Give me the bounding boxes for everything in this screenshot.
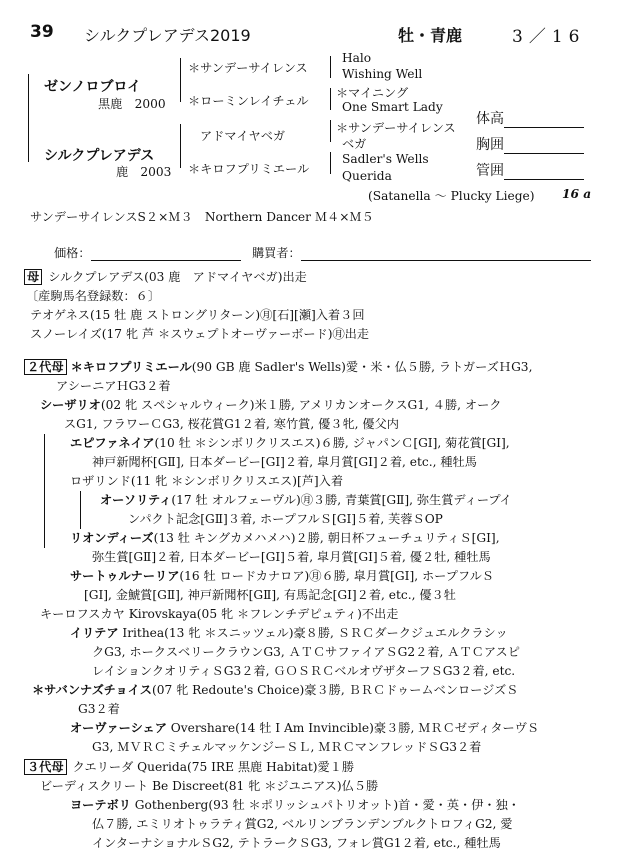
pedigree-bracket <box>180 58 181 102</box>
g3-6: ベガ <box>342 137 367 151</box>
inbreeding: サンデーサイレンスS２×Ｍ３ Northern Dancer Ｍ４×Ｍ５ <box>30 210 374 224</box>
descendant-name: リオンディーズ <box>70 531 154 545</box>
second-dam-label: ２代母 <box>24 359 67 375</box>
g3-8: Querida <box>342 169 392 183</box>
progeny-2: スノーレイズ(17 牝 芦 ＊スウェプトオーヴァーボード)㊊出走 <box>30 327 370 341</box>
buyer-field[interactable]: 購買者： <box>252 244 591 261</box>
descendant-name: ＊サバンナズチョイス <box>32 683 152 697</box>
chest-row: 胸囲 <box>476 134 584 154</box>
family-number: 16 a <box>562 187 592 201</box>
dam-label: 母 <box>24 269 42 285</box>
g3-4: One Smart Lady <box>342 100 443 114</box>
progeny-1: テオゲネス(15 牡 鹿 ストロングリターン)㊊[石][瀬]入着３回 <box>30 308 365 322</box>
g3-7: Sadler's Wells <box>342 152 429 166</box>
pedigree-bracket <box>330 56 331 78</box>
g3-2: Wishing Well <box>342 67 423 81</box>
g3-3: ＊マイニング <box>336 86 409 100</box>
descendant-name: オーソリティ <box>100 493 172 507</box>
dam-line: シルクプレアデス(03 鹿 アドマイヤベガ)出走 <box>48 270 307 284</box>
second-dam-name: ＊キロフプリミエール <box>70 360 192 374</box>
dam-sire: アドマイヤベガ <box>200 129 286 143</box>
pedigree-bracket <box>330 88 331 110</box>
catalog-number: 39 <box>30 22 54 42</box>
sire-dam: ＊ローミンレイチェル <box>188 94 309 108</box>
descendant-name: イリテア <box>70 626 119 640</box>
descendant-name: エピファネイア <box>70 436 155 450</box>
cannon-row: 管囲 <box>476 160 584 180</box>
sire-info: 黒鹿 2000 <box>98 97 166 111</box>
price-field[interactable]: 価格： <box>54 244 241 261</box>
dam-name: シルクプレアデス <box>44 148 155 164</box>
g3-1: Halo <box>342 51 372 65</box>
sire-sire: ＊サンデーサイレンス <box>188 61 308 75</box>
descendant-name: オーヴァーシェア <box>70 721 167 735</box>
height-row: 体高 <box>476 108 584 128</box>
pedigree-bracket <box>28 74 29 162</box>
sex-color: 牡・青鹿 <box>398 26 463 45</box>
dam-dam: ＊キロフプリミエール <box>188 162 310 176</box>
dam-info: 鹿 2003 <box>116 165 172 179</box>
third-dam-label: ３代母 <box>24 759 67 775</box>
g3-5: ＊サンデーサイレンス <box>336 121 456 135</box>
foaling-date: 3／16 <box>512 27 586 47</box>
family-note: (Satanella ～ Plucky Liege) <box>368 189 535 203</box>
pedigree-bracket <box>330 120 331 142</box>
pedigree-bracket <box>180 124 181 168</box>
foal-count: 〔産駒馬名登録数：６〕 <box>26 289 161 303</box>
descendant-name: ヨーテボリ <box>70 798 131 812</box>
horse-name: シルクプレアデス2019 <box>84 26 251 45</box>
descendant-name: サートゥルナーリア <box>70 569 180 583</box>
pedigree-bracket <box>330 152 331 174</box>
descendant-name: シーザリオ <box>40 398 101 412</box>
sire-name: ゼンノロブロイ <box>44 79 142 95</box>
